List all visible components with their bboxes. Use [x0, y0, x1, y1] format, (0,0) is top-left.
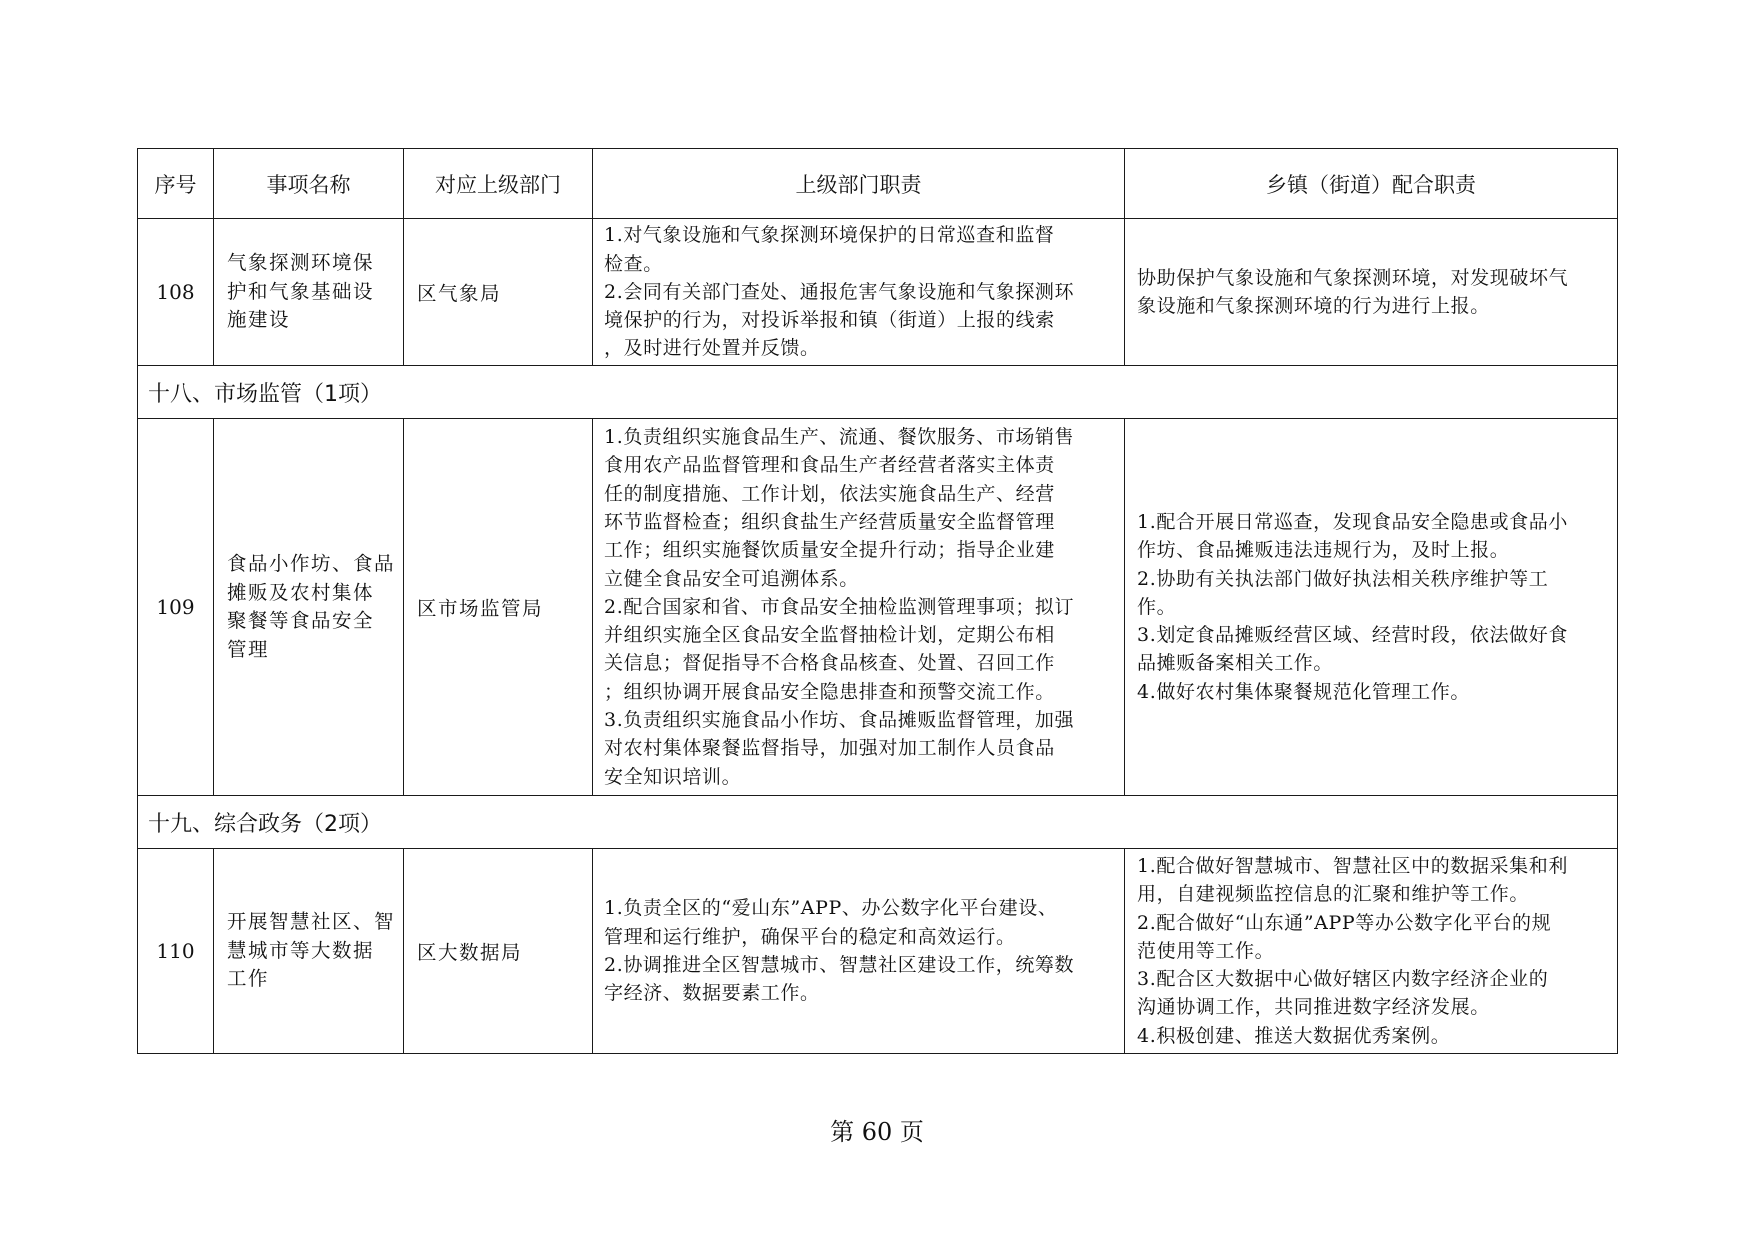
- township-duties: [1125, 419, 1618, 796]
- township-duties-line: 2.配合做好“山东通”APP等办公数字化平台的规: [1137, 911, 1552, 934]
- item-number: 110: [138, 849, 214, 1054]
- item-name-line: 食品小作坊、食品: [227, 552, 396, 575]
- item-name-line: 开展智慧社区、智: [227, 910, 396, 934]
- department-duties-line: 工作；组织实施餐饮质量安全提升行动；指导企业建: [604, 539, 1055, 562]
- department-duties-line: 环节监督检查；组织食盐生产经营质量安全监督管理: [604, 510, 1055, 533]
- header-serial: 序号: [138, 149, 214, 219]
- department-duties-line: ，及时进行处置并反馈。: [604, 337, 820, 360]
- department: 区气象局: [404, 219, 593, 366]
- item-name-line: 护和气象基础设: [227, 279, 375, 303]
- header-department-duties: 上级部门职责: [593, 149, 1125, 219]
- township-duties-line: 协助保护气象设施和气象探测环境，对发现破坏气: [1137, 266, 1569, 289]
- department-duties-line: 安全知识培训。: [604, 765, 742, 788]
- responsibility-table: [137, 148, 1618, 1054]
- department-duties-line: 检查。: [604, 252, 663, 275]
- item-number: 109: [138, 419, 214, 796]
- item-name-line: 施建设: [227, 308, 291, 332]
- header-township-duties: 乡镇（街道）配合职责: [1125, 149, 1618, 219]
- township-duties-line: 沟通协调工作，共同推进数字经济发展。: [1137, 996, 1490, 1019]
- township-duties-line: 作。: [1137, 595, 1177, 618]
- township-duties-line: 1.配合开展日常巡查，发现食品安全隐患或食品小: [1137, 510, 1568, 533]
- department-duties-line: 管理和运行维护，确保平台的稳定和高效运行。: [604, 925, 1016, 948]
- department-duties-line: 食用农产品监督管理和食品生产者经营者落实主体责: [604, 454, 1055, 477]
- department: 区大数据局: [404, 849, 593, 1054]
- department-duties: [593, 219, 1125, 366]
- department-duties-line: 1.负责组织实施食品生产、流通、餐饮服务、市场销售: [604, 426, 1075, 449]
- township-duties-line: 用，自建视频监控信息的汇聚和维护等工作。: [1137, 883, 1530, 906]
- department-duties-line: 字经济、数据要素工作。: [604, 982, 820, 1005]
- department-duties-line: 对农村集体聚餐监督指导，加强对加工制作人员食品: [604, 737, 1055, 760]
- item-name: [214, 419, 404, 796]
- item-name: [214, 849, 404, 1054]
- table-body: [138, 219, 1618, 1054]
- township-duties-line: 范使用等工作。: [1137, 939, 1275, 962]
- township-duties-line: 4.积极创建、推送大数据优秀案例。: [1137, 1024, 1451, 1047]
- table-header-row: [138, 149, 1618, 219]
- item-name-line: 摊贩及农村集体: [227, 580, 375, 604]
- item-name-line: 管理: [227, 637, 270, 661]
- item-name-line: 聚餐等食品安全: [227, 609, 375, 632]
- page-number: 第 60 页: [830, 1118, 924, 1146]
- item-name-line: 工作: [227, 967, 270, 991]
- table-row: [138, 849, 1618, 1054]
- township-duties-line: 1.配合做好智慧城市、智慧社区中的数据采集和利: [1137, 854, 1568, 877]
- township-duties-line: 3.划定食品摊贩经营区域、经营时段，依法做好食: [1137, 624, 1568, 647]
- department-duties: [593, 849, 1125, 1054]
- item-name-line: 气象探测环境保: [227, 251, 375, 275]
- department-duties-line: 3.负责组织实施食品小作坊、食品摊贩监督管理，加强: [604, 709, 1075, 732]
- department-duties-line: 立健全食品安全可追溯体系。: [604, 567, 859, 590]
- township-duties-line: 作坊、食品摊贩违法违规行为，及时上报。: [1137, 539, 1510, 562]
- department-duties-line: 2.协调推进全区智慧城市、智慧社区建设工作，统筹数: [604, 954, 1075, 976]
- township-duties-line: 4.做好农村集体聚餐规范化管理工作。: [1137, 680, 1470, 703]
- section-header-row: [138, 796, 1618, 849]
- department: 区市场监管局: [404, 419, 593, 796]
- township-duties: [1125, 849, 1618, 1054]
- table-row: [138, 219, 1618, 366]
- department-duties-line: 并组织实施全区食品安全监督抽检计划，定期公布相: [604, 624, 1055, 647]
- section-header-row: [138, 366, 1618, 419]
- item-number: 108: [138, 219, 214, 366]
- department-duties-line: 关信息；督促指导不合格食品核查、处置、召回工作: [604, 652, 1055, 675]
- department-duties-line: 1.对气象设施和气象探测环境保护的日常巡查和监督: [604, 224, 1055, 247]
- department-duties-line: 任的制度措施、工作计划，依法实施食品生产、经营: [604, 482, 1055, 505]
- township-duties-line: 3.配合区大数据中心做好辖区内数字经济企业的: [1137, 968, 1549, 991]
- department-duties-line: 2.配合国家和省、市食品安全抽检监测管理事项；拟订: [604, 595, 1075, 618]
- header-department: 对应上级部门: [404, 149, 593, 219]
- item-name-line: 慧城市等大数据: [227, 938, 375, 962]
- township-duties-line: 品摊贩备案相关工作。: [1137, 652, 1334, 675]
- item-name: [214, 219, 404, 366]
- department-duties-line: 境保护的行为，对投诉举报和镇（街道）上报的线索: [604, 309, 1055, 332]
- department-duties-line: ；组织协调开展食品安全隐患排查和预警交流工作。: [604, 680, 1055, 703]
- township-duties: [1125, 219, 1618, 366]
- section-title: 十九、综合政务（2项）: [138, 796, 1618, 849]
- department-duties-line: 1.负责全区的“爱山东”APP、办公数字化平台建设、: [604, 897, 1058, 920]
- table-row: [138, 419, 1618, 796]
- department-duties: [593, 419, 1125, 796]
- township-duties-line: 2.协助有关执法部门做好执法相关秩序维护等工: [1137, 567, 1549, 590]
- section-title: 十八、市场监管（1项）: [138, 366, 1618, 419]
- township-duties-line: 象设施和气象探测环境的行为进行上报。: [1137, 295, 1490, 317]
- department-duties-line: 2.会同有关部门查处、通报危害气象设施和气象探测环: [604, 280, 1075, 303]
- header-item-name: 事项名称: [214, 149, 404, 219]
